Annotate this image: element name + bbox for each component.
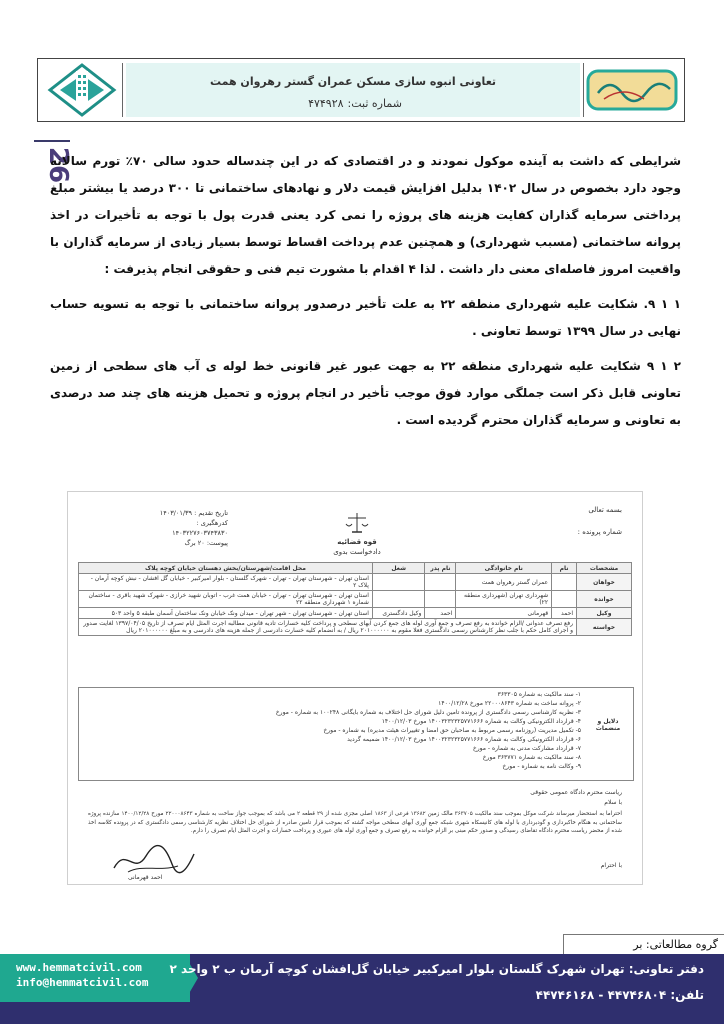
table-row: وکیل احمد قهرمانی احمد وکیل دادگستری استان تهران - شهرستان تهران - شهر تهران - میدان ونک خیابان ونک ساختمان آسمان طبقه ۵ واحد ۵۰۳	[79, 608, 632, 619]
research-group-box: گروه مطالعاتی: بر	[563, 934, 724, 956]
body-text	[50, 148, 681, 434]
calligraphy-logo	[583, 63, 680, 117]
table-row: خواسته رفع تصرف عدوانی /الزام خوانده به رفع تصرف و جمع آوری لوله های جمع کردن آبهای سطحی و پرداخت کلیه خسارات تادیه قانونی مطالبه اجرت المثل ایام تصرف از تاریخ ۱۳۹۷/۰۴/۰۵ لغایت صدور و اجرای کامل حکم با جلب نظر کارشناس رسمی دادگستری فعلا مقوم به ۲۰۱۰۰۰۰۰۰ ریال / به انضمام کلیه خسارت دادرسی از جمله هزینه های دادرسی و به مبلغ ۲۰۱۰۰۰۰۰۰ ریال	[79, 619, 632, 636]
salutation: ریاست محترم دادگاه عمومی حقوقی با سلام	[530, 789, 622, 806]
cooperative-title: تعاونی انبوه سازی مسکن عمران گستر رهروان همت	[209, 75, 497, 88]
signer-name: احمد قهرمانی	[128, 874, 163, 881]
table-header-row: مشخصات نام نام خانوادگی نام پدر شغل محل اقامت/شهرستان/بخش دهستان خیابان کوچه پلاک	[79, 563, 632, 574]
evidence-box: دلایل و منضمات ۱- سند مالکیت به شماره ۳۶۳۳۰۵ ۲- پروانه ساخت به شماره ۲۲۰۰۰۸۶۴۳ مورخ ۱۴۰۰/۱۲/۲۸ ۳- نظریه کارشناسی رسمی دادگستری از پرونده تامین دلیل شورای حل اختلاف به شماره بایگانی ۱۰۰۲۴۸ به شماره - مورخ ۴- قرارداد الکترونیکی وکالت به شماره ۱۴۰۰۳۲۳۲۳۲۵۷۷۱۶۶۶ مورخ ۱۴۰۰/۱۲/۰۳ ۵- تکمیل مدیریت (روزنامه رسمی مربوط به صاحبان حق امضا و تغییرات هیئت مدیره) به شماره - مورخ ۶- قرارداد الکترونیکی وکالت به شماره ۱۴۰۰۳۲۳۲۳۲۵۷۷۱۶۶۶ مورخ ۱۴۰۰/۱۲/۰۳ ضمیمه گردید ۷- قرارداد مشارکت مدنی به شماره - مورخ ۸- سند مالکیت به شماره ۳۶۳۷۷۱ مورخ ۹- وکالت نامه به شماره - مورخ	[78, 687, 634, 781]
list-item: ۳- نظریه کارشناسی رسمی دادگستری از پرونده تامین دلیل شورای حل اختلاف به شماره بایگانی ۱۰۰۲۴۸ به شماره - مورخ	[275, 709, 581, 716]
building-logo	[42, 63, 123, 117]
email-link[interactable]: info@hemmatcivil.com	[16, 976, 149, 989]
footer-phone: تلفن: ۴۴۷۴۶۸۰۴ - ۴۴۷۴۶۱۶۸	[535, 988, 704, 1002]
footer-contact-web	[16, 960, 148, 990]
table-row: خوانده شهرداری تهران (شهرداری منطقه ۲۲) استان تهران - شهرستان تهران - تهران - خیابان همت غرب - اتوبان شهید خرازی - شهرک شهید باقری - ساختمان شماره ۱ شهرداری منطقه ۲۲	[79, 591, 632, 608]
submission-meta: تاریخ تقدیم : ۱۴۰۳/۰۱/۳۹ کدرهگیری : ۱۴۰۳۲۲۷۶۰۳۷۴۳۸۳۰ پیوست: ۲۰ برگ	[159, 509, 228, 547]
website-link[interactable]: www.hemmatcivil.com	[16, 961, 142, 974]
header-center	[126, 63, 580, 117]
petition-paragraph: احتراما به استحضار میرساند شرکت موکل بموجب سند مالکیت ۳۶۳۷۰۵ مالک زمین ۱۳۶۸۲ فرعی از ۱۸۶۳ اصلی مجزی شده از ۲۹ قطعه ۲ می باشد که بموجب جواز ساخت به شماره ۲۲۰۰۰۸۶۴۳ مورخ ۱۴۰۰/۱۲/۲۸ سازنده پروژه ساختمانی به هنگام خاکبرداری و گودبرداری با لوله های کانیسکاه شهری شبکه جمع آوری آبهای سطحی مواجه گشته که بموجب قرار تامین صادره از شورای حل اختلاف نظریه کارشناسی رسمی دادگستری که در پرونده کلاسه اخذ شده از محضر ریاست محترم دادگاه تقاضای رسیدگی و صدور حکم مبنی بر الزام خوانده به رفع تصرف و جمع آوری لوله های عبوری و پرداخت خسارات و اجرت المثل ایام تصرف را دارم.	[88, 811, 622, 834]
regards: با احترام	[600, 862, 622, 869]
list-item: ۱- سند مالکیت به شماره ۳۶۳۳۰۵	[497, 691, 581, 698]
list-item: ۵- تکمیل مدیریت (روزنامه رسمی مربوط به صاحبان حق امضا و تغییرات هیئت مدیره) به شماره - مورخ	[323, 727, 581, 734]
evidence-list	[83, 690, 581, 771]
list-item: ۲- پروانه ساخت به شماره ۲۲۰۰۰۸۶۴۳ مورخ ۱۴۰۰/۱۲/۲۸	[438, 700, 581, 707]
parties-table	[78, 562, 632, 636]
judiciary-emblem-icon	[344, 510, 370, 536]
list-item: ۹- وکالت نامه به شماره - مورخ	[502, 763, 581, 770]
list-item: ۶- قرارداد الکترونیکی وکالت به شماره ۱۴۰۰۳۲۳۲۳۲۵۷۷۱۶۶۶ مورخ ۱۴۰۰/۱۲/۰۳ ضمیمه گردید	[347, 736, 581, 743]
list-item: ۷- قرارداد مشارکت مدنی به شماره - مورخ	[472, 745, 581, 752]
paragraph-3: ۲ ۱ ۹ شکایت علیه شهرداری منطقه ۲۲ به جهت عبور غیر قانونی خط لوله ی آب های سطحی از زمین تعاونی قابل ذکر است جملگی موارد فوق موجب تأخیر در انجام پروژه و تحمیل هزینه های چند صد درصدی به تعاونی و سرمایه گذاران محترم گردیده است .	[50, 359, 681, 427]
bismillah: بسمه تعالی	[588, 506, 622, 514]
registration-number: شماره ثبت:۴۷۴۹۲۸	[308, 97, 402, 110]
list-item: ۴- قرارداد الکترونیکی وکالت به شماره ۱۴۰۰۳۲۳۲۳۲۵۷۷۱۶۶۶ مورخ ۱۴۰۰/۱۲/۰۳	[381, 718, 581, 725]
file-number-label: شماره پرونده :	[577, 528, 622, 536]
signature-icon	[108, 842, 198, 878]
paragraph-1: شرایطی که داشت به آینده موکول نمودند و در اقتصادی که در این چندساله حدود سالی ۷۰٪ تورم سالانه وجود دارد بخصوص در سال ۱۴۰۲ بدلیل افزایش قیمت دلار و نهادهای ساختمانی تا ۳۰۰ درصد یا بیشتر مبلغ پرداختی سرمایه گذاران کفایت هزینه های پروژه را نمی کرد یعنی قدرت پول با توجه به تأخیرات در اخذ پروانه ساختمانی (مسبب شهرداری) و همچنین عدم پرداخت اقساط توسط بسیار زیادی از سرمایه گذاران با واقعیت امروز فاصله‌ای معنی دار داشت . لذا ۴ اقدام با مشورت تیم فنی و حقوقی انجام پذیرفت :	[50, 154, 681, 276]
paragraph-2: ۱ ۱ ۹. شکایت علیه شهرداری منطقه ۲۲ به علت تأخیر درصدور پروانه ساختمانی با توجه به تسویه حساب نهایی در سال ۱۳۹۹ توسط تعاونی .	[50, 297, 681, 338]
court-subtitle: دادخواست بدوی	[333, 548, 381, 556]
table-row: خواهان عمران گستر رهروان همت استان تهران - شهرستان تهران - تهران - شهرک گلستان - بلوار امیرکبیر - خیابان گل افشان - نبش کوچه آرمان - پلاک ۲	[79, 574, 632, 591]
court-title: قوه قضائیه	[337, 538, 377, 546]
scanned-petition	[67, 491, 643, 885]
footer-address: دفتر تعاونی: تهران شهرک گلستان بلوار امیرکبیر خیابان گل‌افشان کوچه آرمان ب ۲ واحد ۲	[169, 962, 704, 976]
document-header	[37, 58, 685, 122]
margin-rule	[34, 140, 70, 142]
page-number: 26	[43, 146, 74, 184]
list-item: ۸- سند مالکیت به شماره ۳۶۳۷۷۱ مورخ	[482, 754, 581, 761]
